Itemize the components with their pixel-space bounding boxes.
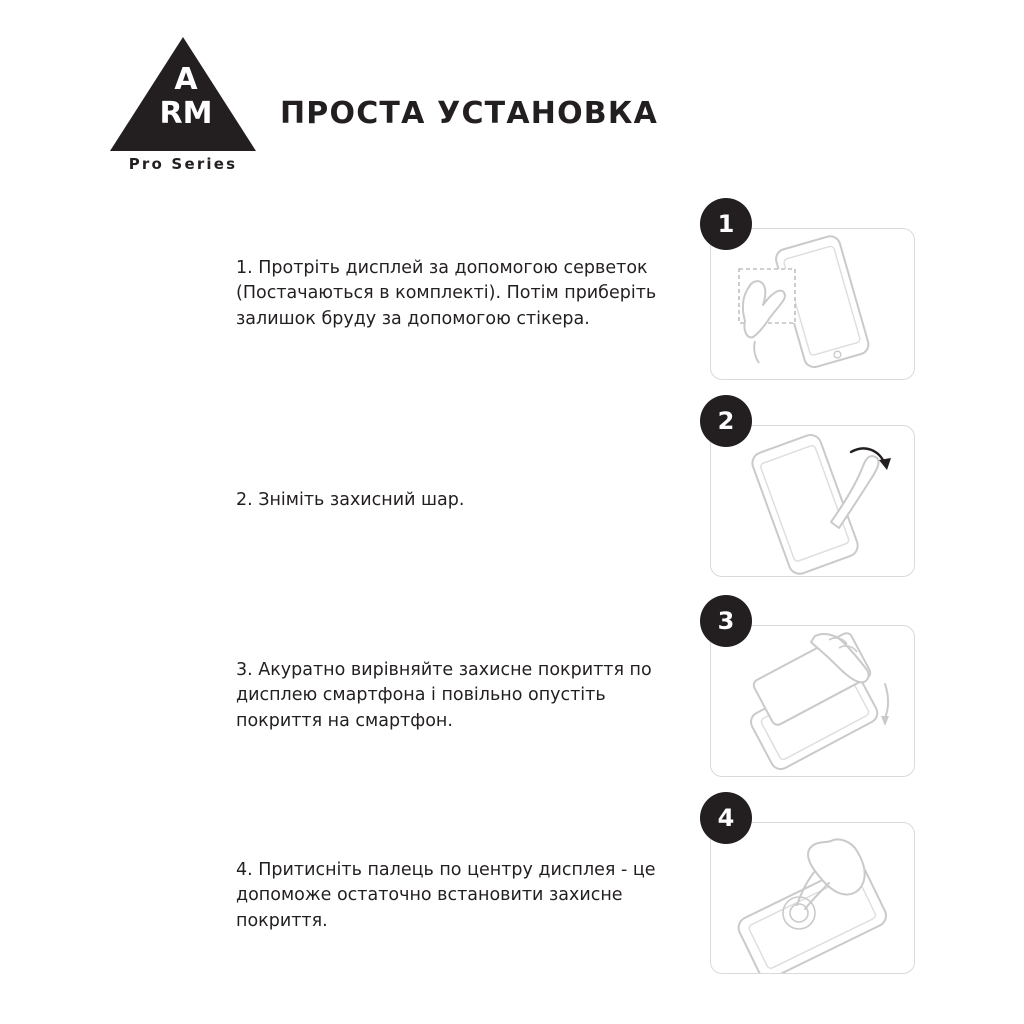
step-illustration-4	[710, 822, 915, 974]
logo-triangle-icon	[108, 35, 258, 153]
logo-subtitle: Pro Series	[128, 155, 238, 173]
phone-with-wipe-cloth-icon	[711, 229, 914, 379]
step-text-1: 1. Протріть дисплей за допомогою серветок (Постачаються в комплекті). Потім приберіть залишок бруду за допомогою стікера.	[236, 258, 657, 329]
step-illustration-2	[710, 425, 915, 577]
step-badge-3: 3	[700, 595, 752, 647]
step-illustration-1	[710, 228, 915, 380]
step-text-3: 3. Акуратно вирівняйте захисне покриття по дисплею смартфона і повільно опустіть покриття на смартфон.	[236, 660, 652, 731]
hand-aligning-glass-icon	[711, 626, 914, 776]
step-badge-1: 1	[700, 198, 752, 250]
logo-wordmark-line1: A	[174, 62, 198, 97]
step-badge-2: 2	[700, 395, 752, 447]
page-title: ПРОСТА УСТАНОВКА	[280, 96, 658, 131]
finger-press-center-icon	[711, 823, 914, 973]
step-badge-4: 4	[700, 792, 752, 844]
logo-wordmark-line2: RM	[159, 96, 213, 131]
brand-logo	[108, 35, 258, 180]
step-illustration-3	[710, 625, 915, 777]
step-text-4: 4. Притисніть палець по центру дисплея - це допоможе остаточно встановити захисне покриття.	[236, 860, 656, 931]
step-text-2: 2. Зніміть захисний шар.	[236, 490, 465, 510]
phone-peel-film-icon	[711, 426, 914, 576]
